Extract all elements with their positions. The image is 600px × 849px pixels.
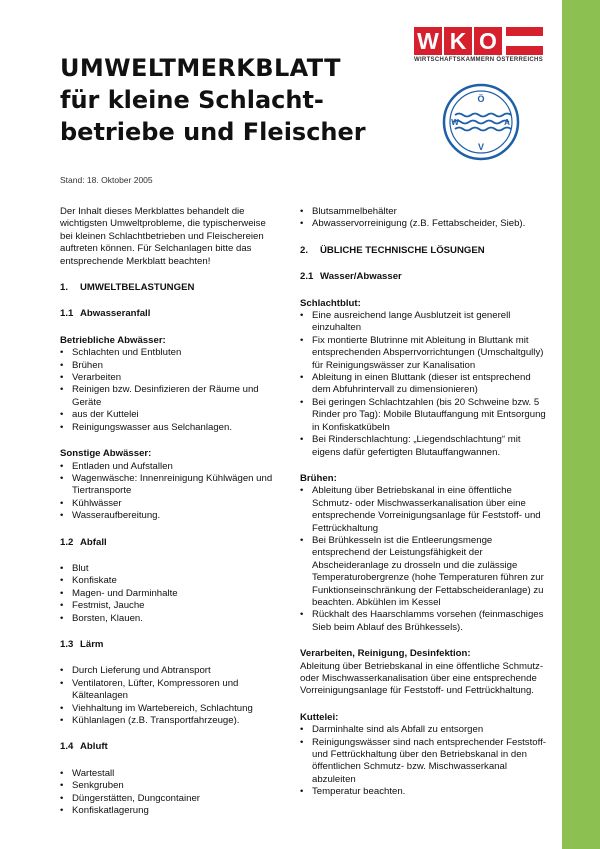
list-item: • Fix montierte Blutrinne mit Ableitung in Bluttank mit entsprechenden Absperrvorrichtungen (Umschaltgully) für Reinigungswässer zur Kanalisation bbox=[300, 335, 550, 372]
list-item: • Wasseraufbereitung. bbox=[60, 510, 275, 522]
right-column bbox=[300, 206, 550, 813]
list-item: • Eine ausreichend lange Ausblutzeit ist generell einzuhalten bbox=[300, 310, 550, 335]
list-item: • Temperatur beachten. bbox=[300, 786, 550, 798]
svg-text:A: A bbox=[504, 118, 510, 127]
austrian-flag-icon bbox=[506, 27, 543, 55]
section-1-heading: 1. UMWELTBELASTUNGEN bbox=[60, 282, 195, 294]
logo-letter-w: W bbox=[414, 27, 442, 55]
betriebliche-abwaesser-title: Betriebliche Abwässer: bbox=[60, 334, 166, 346]
list-item: • Bei Brühkesseln ist die Entleerungsmenge entsprechend der Leistungsfähigkeit der Abscheideranlage zu drosseln und die zulässige Temperaturobergrenze (hohe Temperaturen führen zur Funktionseinschränkung der Fettabscheideranlage) zu beachten. Abkühlen im Kessel bbox=[300, 535, 550, 609]
verarbeiten-paragraph: Ableitung über Betriebskanal in eine öffentliche Schmutz- oder Mischwasserkanalisation über eine entsprechende Vorreinigungsanlage für Feststoff- und Fettrückhaltung. bbox=[300, 660, 544, 697]
bruehen-list bbox=[300, 485, 550, 634]
list-item: • Ventilatoren, Lüfter, Kompressoren und Kälteanlagen bbox=[60, 678, 275, 703]
document-title bbox=[60, 52, 366, 148]
green-side-bar bbox=[562, 0, 600, 849]
list-item: • aus der Kuttelei bbox=[60, 409, 275, 421]
bruehen-title: Brühen: bbox=[300, 472, 337, 484]
section-1-2-heading: 1.2 Abfall bbox=[60, 536, 107, 548]
schlachtblut-title: Schlachtblut: bbox=[300, 297, 361, 309]
wko-logo bbox=[414, 27, 544, 63]
list-item: • Durch Lieferung und Abtransport bbox=[60, 665, 275, 677]
list-item: • Schlachten und Entbluten bbox=[60, 347, 275, 359]
list-item: • Reinigungswässer sind nach entsprechender Feststoff- und Fettrückhaltung über den Betriebskanal in den öffentlichen Schmutz- bzw. Mischwasserkanal abzuleiten bbox=[300, 737, 550, 787]
list-item: • Bei Rinderschlachtung: „Liegendschlachtung“ mit eigens dafür gefertigten Blutauffangwannen. bbox=[300, 434, 550, 459]
left-column bbox=[60, 206, 275, 831]
kuttelei-title: Kuttelei: bbox=[300, 711, 339, 723]
kuttelei-list bbox=[300, 724, 550, 798]
logo-letter-k: K bbox=[444, 27, 472, 55]
logo-subtitle: WIRTSCHAFTSKAMMERN ÖSTERREICHS bbox=[414, 57, 543, 63]
list-item: • Kühlwässer bbox=[60, 498, 275, 510]
svg-text:Ö: Ö bbox=[477, 94, 485, 104]
svg-text:V: V bbox=[477, 142, 485, 152]
abluft-list bbox=[60, 768, 275, 818]
section-2-heading: 2. ÜBLICHE TECHNISCHE LÖSUNGEN bbox=[300, 244, 485, 256]
section-1-4-heading: 1.4 Abluft bbox=[60, 741, 108, 753]
section-2-1-heading: 2.1 Wasser/Abwasser bbox=[300, 271, 402, 283]
list-item: • Reinigungswasser aus Selchanlagen. bbox=[60, 422, 275, 434]
title-line-3: betriebe und Fleischer bbox=[60, 118, 366, 146]
logo-letter-o: O bbox=[474, 27, 502, 55]
list-item: • Brühen bbox=[60, 360, 275, 372]
oewav-seal-icon bbox=[441, 82, 521, 162]
list-item: • Ableitung in einen Bluttank (dieser ist entsprechend dem Abfuhrintervall zu dimensionieren) bbox=[300, 372, 550, 397]
intro-paragraph: Der Inhalt dieses Merkblattes behandelt die wichtigsten Umweltprobleme, die typischerweise bei kleinen Schlachtbetrieben und Fleischereien auftreten können. Für Selchanlagen bitte das entsprechende Merkblatt beachten! bbox=[60, 206, 266, 267]
svg-text:W: W bbox=[451, 118, 459, 127]
sonstige-abwaesser-list bbox=[60, 461, 275, 523]
title-line-2: für kleine Schlacht- bbox=[60, 86, 324, 114]
verarbeiten-title: Verarbeiten, Reinigung, Desinfektion: bbox=[300, 648, 471, 660]
laerm-list bbox=[60, 665, 275, 727]
title-line-1: UMWELTMERKBLATT bbox=[60, 54, 341, 82]
date-stamp: Stand: 18. Oktober 2005 bbox=[60, 175, 153, 185]
list-item: • Borsten, Klauen. bbox=[60, 613, 275, 625]
list-item: • Viehhaltung im Wartebereich, Schlachtung bbox=[60, 703, 275, 715]
list-item: • Festmist, Jauche bbox=[60, 600, 275, 612]
list-item: • Reinigen bzw. Desinfizieren der Räume und Geräte bbox=[60, 384, 275, 409]
list-item: • Abwasservorreinigung (z.B. Fettabscheider, Sieb). bbox=[300, 218, 550, 230]
section-1-3-heading: 1.3 Lärm bbox=[60, 638, 104, 650]
list-item: • Wagenwäsche: Innenreinigung Kühlwägen und Tiertransporte bbox=[60, 473, 275, 498]
abluft-continued-list bbox=[300, 206, 550, 231]
list-item: • Verarbeiten bbox=[60, 372, 275, 384]
list-item: • Darminhalte sind als Abfall zu entsorgen bbox=[300, 724, 550, 736]
list-item: • Blutsammelbehälter bbox=[300, 206, 550, 218]
list-item: • Wartestall bbox=[60, 768, 275, 780]
list-item: • Konfiskatlagerung bbox=[60, 805, 275, 817]
list-item: • Senkgruben bbox=[60, 780, 275, 792]
abfall-list bbox=[60, 563, 275, 625]
sonstige-abwaesser-title: Sonstige Abwässer: bbox=[60, 448, 152, 460]
list-item: • Kühlanlagen (z.B. Transportfahrzeuge). bbox=[60, 715, 275, 727]
list-item: • Konfiskate bbox=[60, 575, 275, 587]
list-item: • Blut bbox=[60, 563, 275, 575]
list-item: • Ableitung über Betriebskanal in eine öffentliche Schmutz- oder Mischwasserkanalisation über eine entsprechende Vorreinigungsanlage für Feststoff- und Fettrückhaltung bbox=[300, 485, 550, 535]
section-1-1-heading: 1.1 Abwasseranfall bbox=[60, 308, 151, 320]
schlachtblut-list bbox=[300, 310, 550, 459]
list-item: • Rückhalt des Haarschlamms vorsehen (feinmaschiges Sieb beim Ablauf des Brühkessels). bbox=[300, 609, 550, 634]
betriebliche-abwaesser-list bbox=[60, 347, 275, 434]
list-item: • Düngerstätten, Dungcontainer bbox=[60, 793, 275, 805]
list-item: • Bei geringen Schlachtzahlen (bis 20 Schweine bzw. 5 Rinder pro Tag): Mobile Blutauffangung mit Entsorgung in Konfiskatkübeln bbox=[300, 397, 550, 434]
list-item: • Magen- und Darminhalte bbox=[60, 588, 275, 600]
list-item: • Entladen und Aufstallen bbox=[60, 461, 275, 473]
